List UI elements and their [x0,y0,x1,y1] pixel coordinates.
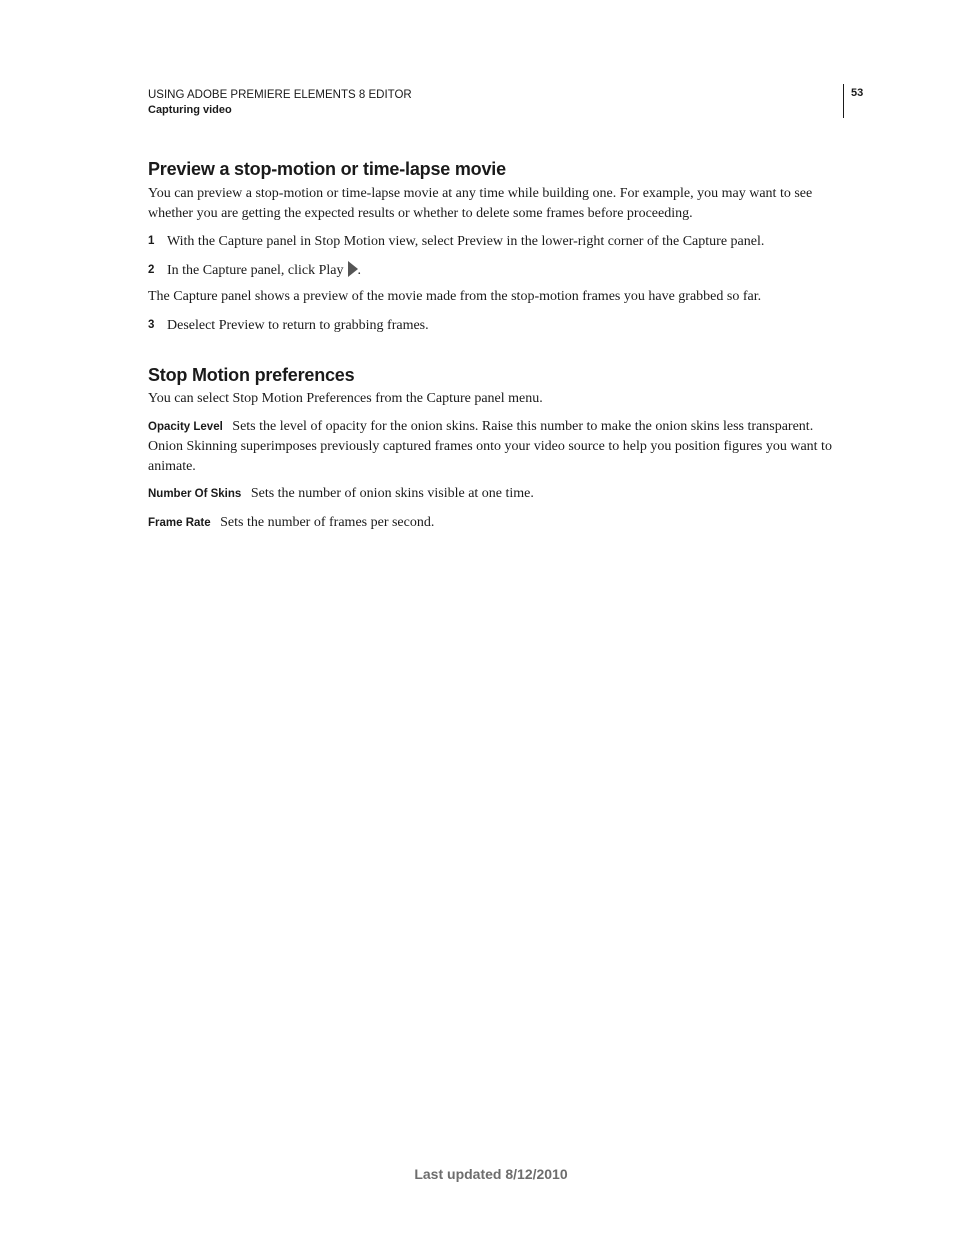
step-text: Deselect Preview to return to grabbing frames. [167,317,429,333]
header-divider [843,84,844,118]
definition-term: Number Of Skins [148,488,242,500]
play-icon [348,261,358,277]
step-text: In the Capture panel, click Play [167,262,344,278]
last-updated-text: Last updated 8/12/2010 [414,1166,568,1182]
definition-term: Opacity Level [148,420,223,433]
step-followup-text: The Capture panel shows a preview of the movie made from the stop-motion frames you have grabbed so far. [148,289,762,304]
step-text-suffix: . [357,262,361,278]
section-heading: Preview a stop-motion or time-lapse movie [148,159,506,179]
step-number: 1 [148,235,155,247]
definition-item [148,513,842,534]
page-content [148,157,842,533]
page-footer [0,1166,954,1182]
section-preferences [148,363,842,533]
running-header-chapter: Capturing video [148,104,232,116]
definition-desc: Sets the number of frames per second. [220,514,435,530]
step-text: With the Capture panel in Stop Motion view, select Preview in the lower-right corner of the Capture panel. [167,234,765,249]
definition-item [148,417,842,477]
step-item [148,232,842,252]
section-heading: Stop Motion preferences [148,365,355,385]
definition-desc: Sets the level of opacity for the onion skins. Raise this number to make the onion skins less transparent. Onion Skinning superimposes previously captured frames onto your video source to help you position figures you want to animate. [148,418,832,474]
step-item [148,316,842,336]
running-header-title: USING ADOBE PREMIERE ELEMENTS 8 EDITOR [148,89,412,101]
step-number: 2 [148,263,155,276]
page-number: 53 [851,87,864,99]
definition-desc: Sets the number of onion skins visible at one time. [250,486,534,501]
step-number: 3 [148,318,155,331]
section-preview [148,157,842,335]
definition-term: Frame Rate [148,516,211,529]
step-item [148,261,842,281]
section-intro: You can preview a stop-motion or time-lapse movie at any time while building one. For example, you may want to see whether you are getting the expected results or whether to delete some frames before proceeding. [148,186,813,221]
definition-item [148,484,842,505]
section-intro: You can select Stop Motion Preferences from the Capture panel menu. [148,391,543,406]
